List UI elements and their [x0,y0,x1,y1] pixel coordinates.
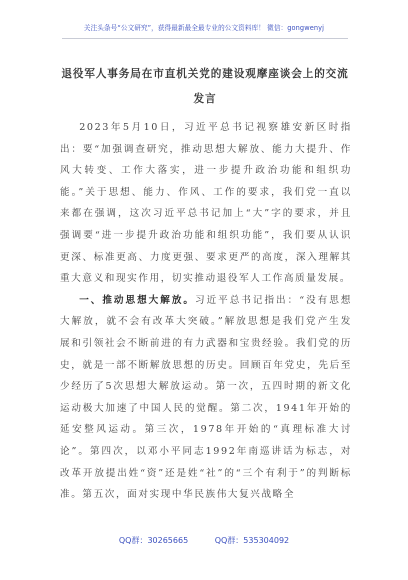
footer-banner [0,535,408,546]
header-divider [62,38,348,39]
document-title [40,62,370,112]
title-line-2: 发言 [193,93,217,105]
footer-qq-1: QQ群：30265665 [118,536,189,545]
paragraph-2-text: 习近平总书记指出：“没有思想大解放，就不会有改革大突破。”解放思想是我们党产生发展和引领社会不断前进的有力武器和宝贵经验。我们党的历史，就是一部不断解放思想的历史。回顾百年党史，先后至少经历了5次思想大解放运动。第一次，五四时期的新文化运动极大加速了中国人民的觉醒。第二次，1941年开始的延安整风运动。第三次，1978年开始的“真理标准大讨论”。第四次，以邓小平同志1992年南巡讲话为标志，对改革开放提出姓“资”还是姓“社”的“三个有利于”的判断标准。第五次，面对实现中华民族伟大复兴战略全 [60,294,353,501]
title-line-1: 退役军人事务局在市直机关党的建设观摩座谈会上的交流 [61,68,349,80]
document-body [60,117,352,506]
footer-qq-2: QQ群：535304092 [214,536,290,545]
paragraph-1: 2023年5月10日，习近平总书记视察雄安新区时指出：要“加强调查研究，推动思想大解放、能力大提升、作风大转变、工作大落实，进一步提升政治功能和组织功能。”关于思想、能力、作风、工作的要求，我们党一直以来都在强调，这次习近平总书记加上“大”字的要求，并且强调要“进一步提升政治功能和组织功能”，我们要从认识更深、标准更高、力度更强、要求更严的高度，深入理解其重大意义和现实作用，切实推动退役军人工作高质量发展。 [60,122,352,285]
section-heading: 一、推动思想大解放。 [79,294,195,306]
paragraph-2 [60,290,352,506]
header-banner: 关注头条号“公文研究”，获得最新最全最专业的公文资料库！ 微信：gongwenyj [83,24,325,32]
